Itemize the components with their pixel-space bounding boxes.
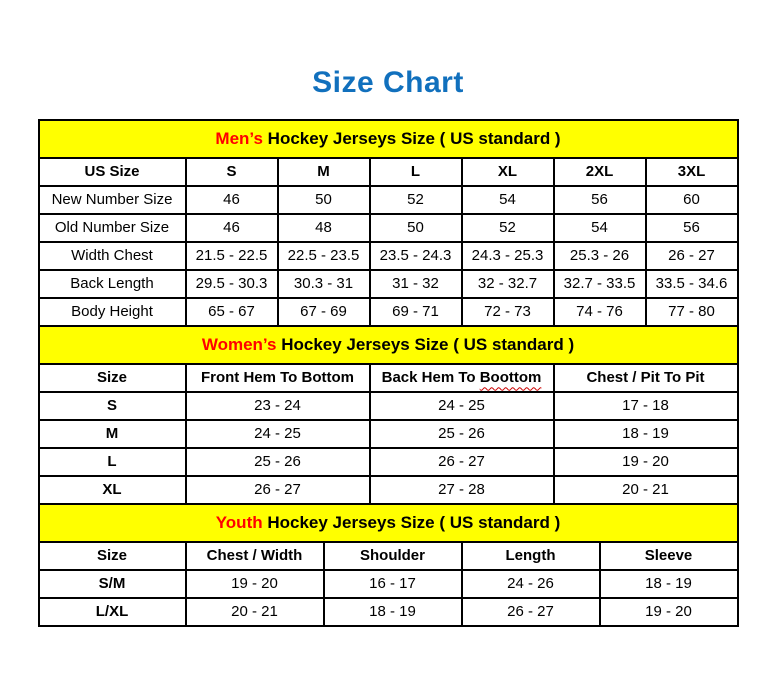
table-row [39, 448, 738, 476]
row-label: L [39, 448, 186, 476]
column-header: 3XL [646, 158, 738, 186]
column-header: Shoulder [324, 542, 462, 570]
size-value: 69 - 71 [370, 298, 462, 326]
size-value: 20 - 21 [186, 598, 324, 626]
size-value: 18 - 19 [554, 420, 738, 448]
size-value: 60 [646, 186, 738, 214]
row-label: Width Chest [39, 242, 186, 270]
size-value: 19 - 20 [554, 448, 738, 476]
size-value: 17 - 18 [554, 392, 738, 420]
size-value: 67 - 69 [278, 298, 370, 326]
size-value: 32 - 32.7 [462, 270, 554, 298]
column-header: XL [462, 158, 554, 186]
size-value: 24 - 26 [462, 570, 600, 598]
size-value: 74 - 76 [554, 298, 646, 326]
size-value: 46 [186, 214, 278, 242]
size-value: 18 - 19 [600, 570, 738, 598]
size-value: 56 [554, 186, 646, 214]
youth-caption-highlight: Youth [215, 513, 263, 533]
size-value: 30.3 - 31 [278, 270, 370, 298]
size-value: 50 [370, 214, 462, 242]
table-row [39, 476, 738, 504]
row-label: Body Height [39, 298, 186, 326]
size-value: 23 - 24 [186, 392, 370, 420]
womens-size-table [38, 325, 739, 505]
size-value: 22.5 - 23.5 [278, 242, 370, 270]
size-value: 20 - 21 [554, 476, 738, 504]
table-row [39, 242, 738, 270]
column-header: L [370, 158, 462, 186]
back-hem-misspelled-word: Boottom [479, 369, 542, 387]
mens-caption [39, 120, 738, 158]
page-title: Size Chart [312, 66, 464, 99]
womens-caption-highlight: Women’s [201, 335, 277, 355]
row-label: L/XL [39, 598, 186, 626]
size-value: 29.5 - 30.3 [186, 270, 278, 298]
column-header: US Size [39, 158, 186, 186]
size-value: 52 [462, 214, 554, 242]
size-value: 50 [278, 186, 370, 214]
size-value: 72 - 73 [462, 298, 554, 326]
column-header: Size [39, 364, 186, 392]
size-value: 25 - 26 [370, 420, 554, 448]
row-label: S [39, 392, 186, 420]
size-value: 24 - 25 [370, 392, 554, 420]
column-header-back-hem [370, 364, 554, 392]
size-value: 26 - 27 [462, 598, 600, 626]
table-row [39, 270, 738, 298]
size-value: 24 - 25 [186, 420, 370, 448]
row-label: M [39, 420, 186, 448]
size-value: 19 - 20 [186, 570, 324, 598]
row-label: XL [39, 476, 186, 504]
table-row [39, 392, 738, 420]
column-header: S [186, 158, 278, 186]
column-header: M [278, 158, 370, 186]
row-label: Old Number Size [39, 214, 186, 242]
size-value: 65 - 67 [186, 298, 278, 326]
size-value: 48 [278, 214, 370, 242]
size-value: 24.3 - 25.3 [462, 242, 554, 270]
size-value: 31 - 32 [370, 270, 462, 298]
table-row [39, 570, 738, 598]
column-header: Front Hem To Bottom [186, 364, 370, 392]
size-value: 26 - 27 [186, 476, 370, 504]
size-value: 25.3 - 26 [554, 242, 646, 270]
row-label: S/M [39, 570, 186, 598]
column-header: Chest / Width [186, 542, 324, 570]
womens-caption-text: Hockey Jerseys Size ( US standard ) [276, 335, 575, 355]
row-label: New Number Size [39, 186, 186, 214]
mens-caption-text: Hockey Jerseys Size ( US standard ) [262, 129, 561, 149]
row-label: Back Length [39, 270, 186, 298]
youth-caption-text: Hockey Jerseys Size ( US standard ) [262, 513, 561, 533]
size-value: 18 - 19 [324, 598, 462, 626]
mens-size-table [38, 119, 739, 327]
youth-caption [39, 504, 738, 542]
column-header: Length [462, 542, 600, 570]
back-hem-prefix: Back Hem To [381, 369, 480, 387]
size-value: 54 [462, 186, 554, 214]
table-row [39, 420, 738, 448]
size-value: 77 - 80 [646, 298, 738, 326]
size-value: 26 - 27 [370, 448, 554, 476]
size-value: 16 - 17 [324, 570, 462, 598]
size-value: 54 [554, 214, 646, 242]
size-value: 19 - 20 [600, 598, 738, 626]
size-value: 27 - 28 [370, 476, 554, 504]
youth-size-table [38, 503, 739, 627]
column-header: Size [39, 542, 186, 570]
table-row [39, 298, 738, 326]
size-value: 25 - 26 [186, 448, 370, 476]
size-value: 32.7 - 33.5 [554, 270, 646, 298]
size-value: 23.5 - 24.3 [370, 242, 462, 270]
size-value: 21.5 - 22.5 [186, 242, 278, 270]
size-value: 52 [370, 186, 462, 214]
column-header: Chest / Pit To Pit [554, 364, 738, 392]
table-row [39, 598, 738, 626]
column-header: Sleeve [600, 542, 738, 570]
table-row [39, 214, 738, 242]
column-header: 2XL [554, 158, 646, 186]
size-tables-container [38, 119, 739, 627]
table-row [39, 186, 738, 214]
size-value: 56 [646, 214, 738, 242]
womens-caption [39, 326, 738, 364]
size-value: 46 [186, 186, 278, 214]
mens-caption-highlight: Men’s [215, 129, 263, 149]
size-value: 26 - 27 [646, 242, 738, 270]
size-value: 33.5 - 34.6 [646, 270, 738, 298]
